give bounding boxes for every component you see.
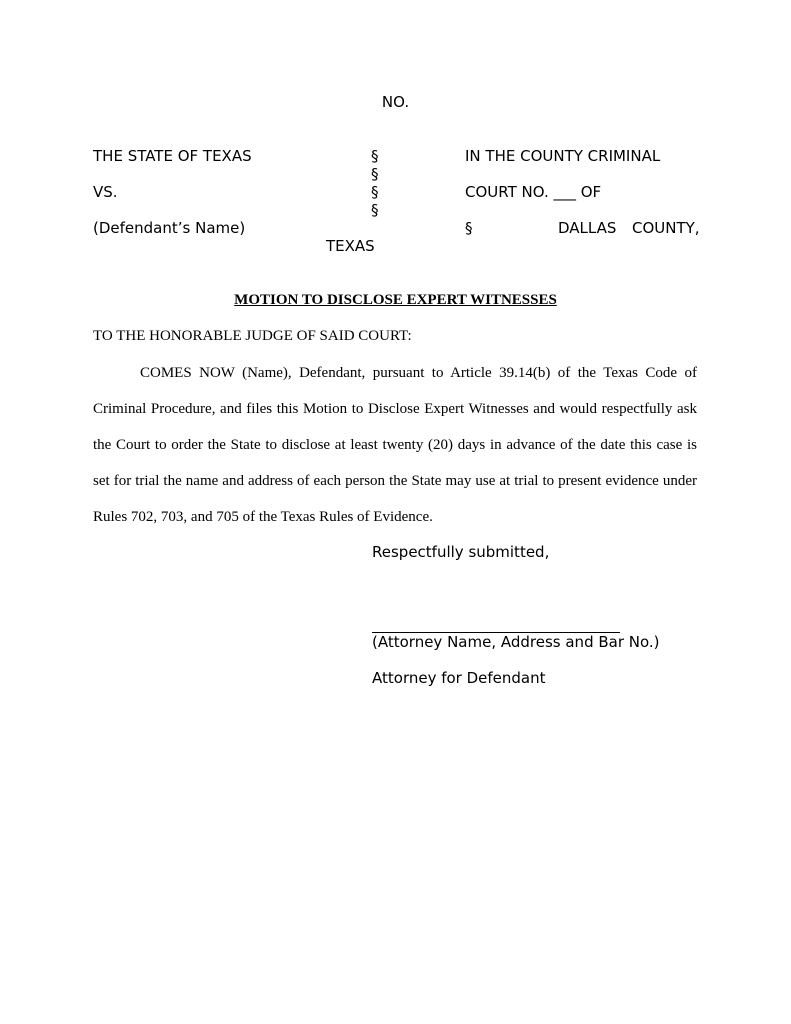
cause-number-label: NO. bbox=[381, 93, 410, 111]
caption-court-line1: IN THE COUNTY CRIMINAL bbox=[465, 147, 661, 165]
caption-county-state: TEXAS bbox=[326, 237, 375, 255]
caption-county-word: COUNTY, bbox=[632, 219, 700, 237]
attorney-info: (Attorney Name, Address and Bar No.) bbox=[372, 633, 660, 651]
caption-versus: VS. bbox=[93, 183, 118, 201]
section-symbol: § bbox=[371, 183, 379, 201]
section-symbol: § bbox=[371, 201, 379, 219]
motion-title: MOTION TO DISCLOSE EXPERT WITNESSES bbox=[234, 292, 557, 308]
caption-county-name: DALLAS bbox=[558, 219, 617, 237]
section-symbol: § bbox=[371, 165, 379, 183]
closing-line: Respectfully submitted, bbox=[372, 543, 550, 561]
caption-defendant-name: (Defendant’s Name) bbox=[93, 219, 246, 237]
caption-state-of-texas: THE STATE OF TEXAS bbox=[93, 147, 252, 165]
caption-court-number: COURT NO. ___ OF bbox=[465, 183, 602, 201]
motion-body-paragraph: COMES NOW (Name), Defendant, pursuant to Article 39.14(b) of the Texas Code of Criminal Procedure, and files this Motion to Disclose Expert Witnesses and would respectfully ask the Court to order the State to disclose at least twenty (20) days in advance of the date this case is set for trial the name and address of each person the State may use at trial to present evidence under Rules 702, 703, and 705 of the Texas Rules of Evidence. bbox=[93, 365, 697, 525]
section-symbol: § bbox=[371, 147, 379, 165]
section-symbol: § bbox=[465, 219, 473, 237]
attorney-role: Attorney for Defendant bbox=[372, 669, 546, 687]
salutation: TO THE HONORABLE JUDGE OF SAID COURT: bbox=[93, 328, 412, 344]
